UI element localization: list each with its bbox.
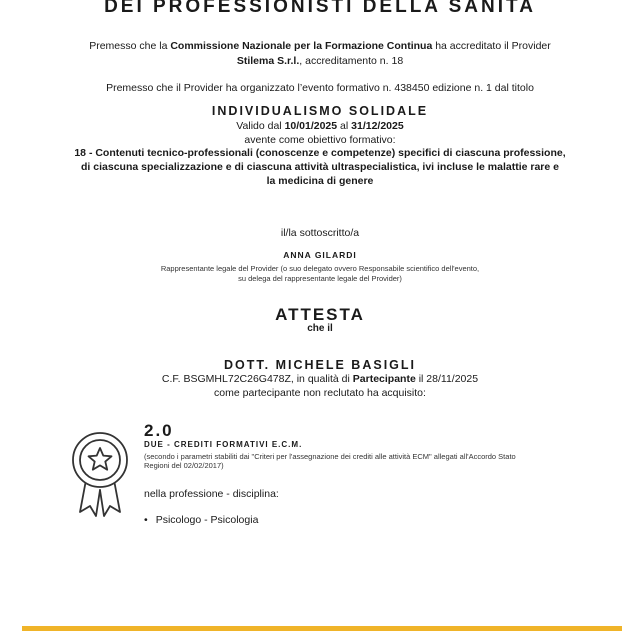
signatory-role-1: Rappresentante legale del Provider (o suo delegato ovvero Responsabile scientifico dell'evento, bbox=[160, 264, 480, 273]
intro-text: Premesso che la bbox=[89, 40, 171, 52]
attesta-title: ATTESTA bbox=[275, 305, 365, 324]
objective-label: avente come obiettivo formativo: bbox=[244, 134, 396, 146]
discipline-list bbox=[144, 514, 516, 526]
validity-text: al bbox=[337, 120, 352, 132]
commission-name: Commissione Nazionale per la Formazione Continua bbox=[170, 40, 433, 52]
intro-line-1 bbox=[0, 40, 640, 52]
credits-block bbox=[144, 421, 516, 526]
participant-status: come partecipante non reclutato ha acquisito: bbox=[214, 387, 426, 399]
award-ribbon-icon bbox=[60, 430, 140, 518]
bullet-icon: • bbox=[144, 514, 148, 526]
objective-line-1: 18 - Contenuti tecnico-professionali (conoscenze e competenze) specifici di ciascuna professione, bbox=[74, 147, 566, 159]
event-intro: Premesso che il Provider ha organizzato l’evento formativo n. 438450 edizione n. 1 dal titolo bbox=[106, 82, 534, 94]
credits-label: DUE - CREDITI FORMATIVI E.C.M. bbox=[144, 440, 303, 449]
participant-role: Partecipante bbox=[352, 373, 416, 385]
credits-value: 2.0 bbox=[144, 421, 174, 440]
attesta-subtitle: che il bbox=[307, 323, 333, 334]
objective-line-2: di ciascuna specializzazione e di ciascuna attività ultraspecialistica, ivi incluse le malattie rare e bbox=[81, 161, 559, 173]
signatory-name: ANNA GILARDI bbox=[283, 250, 357, 260]
credits-note-2: Regioni del 02/02/2017) bbox=[144, 461, 224, 470]
signatory-label: il/la sottoscritto/a bbox=[280, 227, 360, 239]
intro-text: ha accreditato il Provider bbox=[432, 40, 551, 52]
event-validity bbox=[0, 120, 640, 132]
discipline-item bbox=[144, 514, 516, 526]
validity-text: Valido dal bbox=[236, 120, 285, 132]
credits-note-1: (secondo i parametri stabiliti dai "Criteri per l'assegnazione dei crediti alle attività ECM" allegati all'Accordo Stato bbox=[144, 452, 516, 461]
event-title: INDIVIDUALISMO SOLIDALE bbox=[211, 104, 429, 118]
signatory-role-2: su delega del rappresentante legale del Provider) bbox=[238, 274, 402, 283]
discipline-text: Psicologo - Psicologia bbox=[155, 514, 259, 526]
participant-details bbox=[0, 373, 640, 385]
objective-line-3: la medicina di genere bbox=[266, 175, 374, 187]
provider-accreditation: , accreditamento n. 18 bbox=[299, 55, 404, 67]
date-to: 31/12/2025 bbox=[351, 120, 404, 132]
intro-line-2 bbox=[0, 55, 640, 67]
accent-bar bbox=[22, 626, 622, 631]
participant-name: DOTT. MICHELE BASIGLI bbox=[224, 358, 416, 372]
provider-name: Stilema S.r.l. bbox=[236, 55, 300, 67]
participant-cf: C.F. BSGMHL72C26G478Z, in qualità di bbox=[161, 373, 353, 385]
date-from: 10/01/2025 bbox=[284, 120, 338, 132]
profession-label: nella professione - disciplina: bbox=[144, 488, 279, 500]
participant-date: il 28/11/2025 bbox=[415, 373, 479, 385]
certificate-title: DEI PROFESSIONISTI DELLA SANITA bbox=[104, 0, 536, 17]
